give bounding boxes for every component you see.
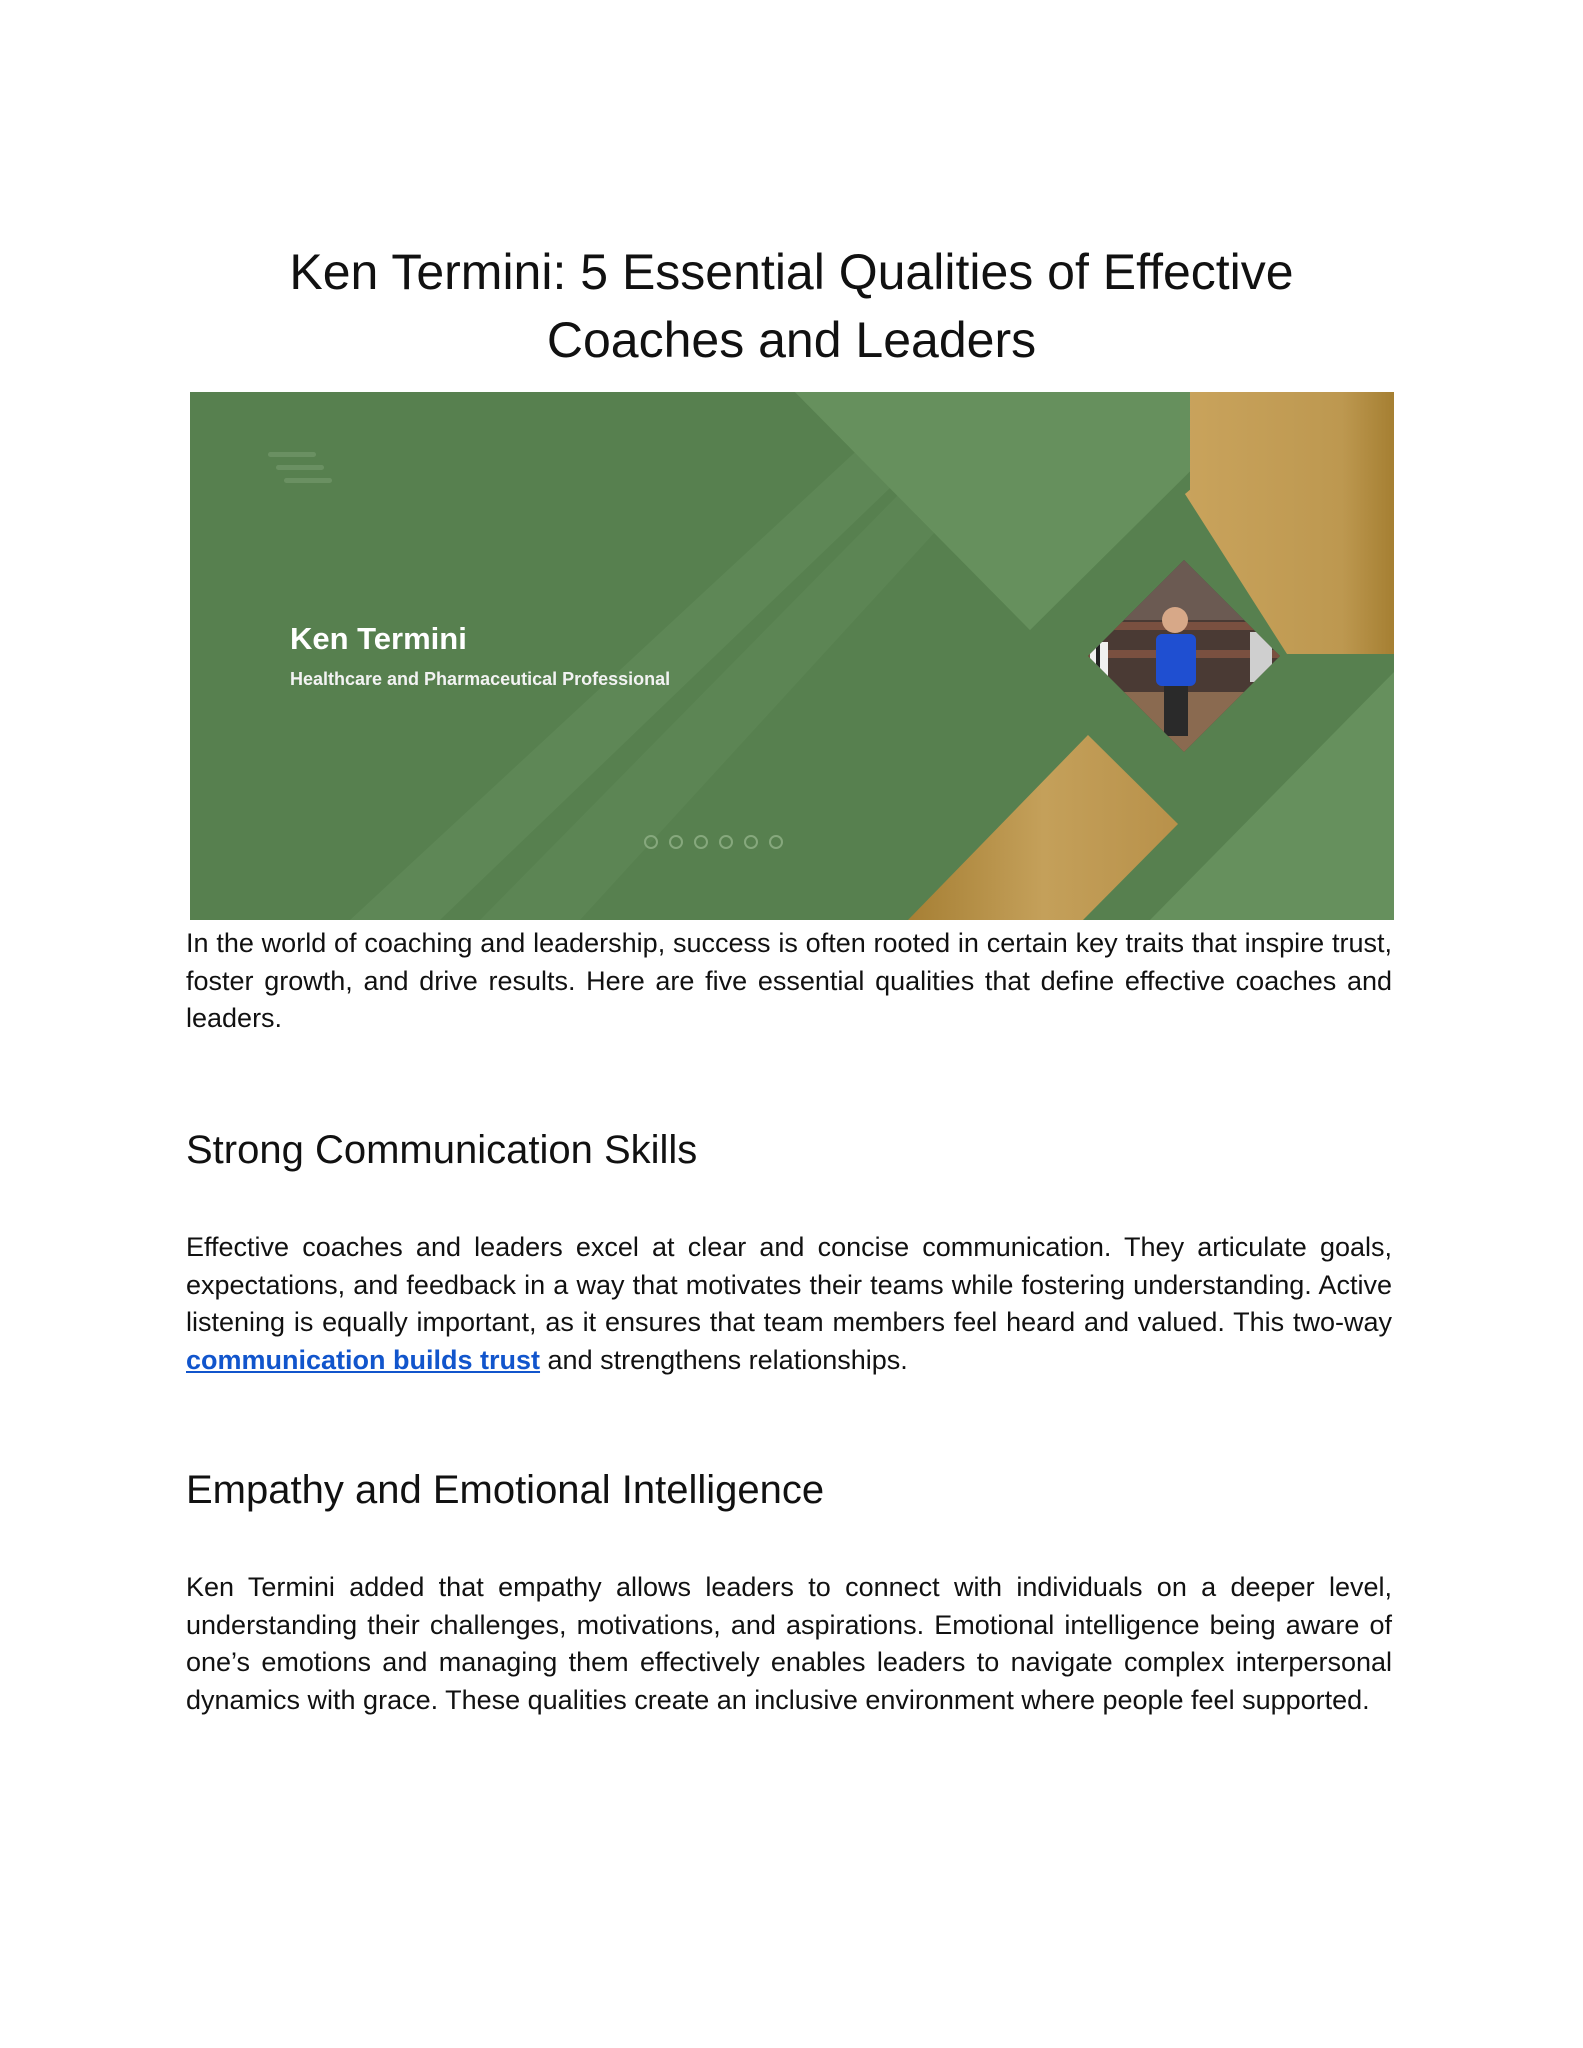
communication-text-end: and strengthens relationships.	[540, 1345, 908, 1376]
communication-builds-trust-link[interactable]: communication builds trust	[186, 1345, 541, 1376]
banner-name: Ken Termini	[290, 621, 467, 656]
section-heading-empathy: Empathy and Emotional Intelligence	[186, 1468, 825, 1512]
intro-paragraph: In the world of coaching and leadership, success is often rooted in certain key traits that inspire trust, foster growth, and drive results. Here are five essential qualities that define effective coaches and leaders.	[186, 928, 1392, 1034]
empathy-paragraph: Ken Termini added that empathy allows leaders to connect with individuals on a deeper level, understanding their challenges, motivations, and aspirations. Emotional intelligence being aware of one’s emotions and managing them effectively enables leaders to navigate complex interpersonal dynamics with grace. These qualities create an inclusive environment where people feel supported.	[186, 1572, 1392, 1716]
document-title	[185, 238, 1398, 374]
section-heading-communication: Strong Communication Skills	[186, 1128, 698, 1172]
banner-image	[190, 392, 1394, 920]
title-line-2: Coaches and Leaders	[546, 312, 1037, 368]
title-line-1: Ken Termini: 5 Essential Qualities of Effective	[289, 244, 1294, 300]
banner-subtitle: Healthcare and Pharmaceutical Professional	[290, 669, 671, 689]
communication-paragraph	[186, 1229, 1392, 1380]
communication-text-start: Effective coaches and leaders excel at clear and concise communication. They articulate goals, expectations, and feedback in a way that motivates their teams while fostering understanding. Active listening is equally important, as it ensures that team members feel heard and valued. This two-way	[186, 1232, 1392, 1338]
